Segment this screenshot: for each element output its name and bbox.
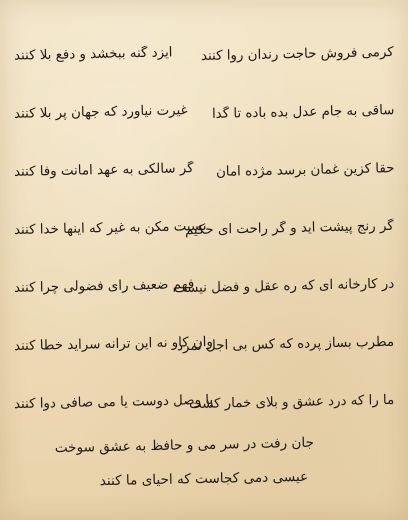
couplet-4 — [14, 200, 394, 258]
final-couplet — [14, 434, 394, 489]
final-line-2: عیسی دمی کجاست که احیای ما کنند — [99, 468, 309, 489]
hemistich-3-right: حقا کزین غمان برسد مژده امان — [215, 161, 395, 181]
hemistich-2-left: غیرت نیاورد که جهان پر بلا کنند — [13, 103, 188, 123]
couplet-2 — [14, 84, 394, 142]
hemistich-7-right: ما را که درد عشق و بلای خمار کشت — [188, 393, 395, 413]
hemistich-4-left: نسبت مکن به غیر که اینها خدا کنند — [13, 219, 207, 239]
hemistich-6-right: مطرب بساز پرده که کس بی اجل نمرد — [176, 335, 395, 355]
poem-text — [0, 26, 408, 504]
hemistich-1-left: ایزد گنه ببخشد و دفع بلا کنند — [13, 45, 173, 64]
hemistich-6-left: وآن کاو نه این ترانه سراید خطا کنند — [13, 335, 214, 355]
hemistich-7-left: یا وصل دوست یا می صافی دوا کنند — [13, 393, 214, 413]
couplet-3 — [14, 142, 394, 200]
hemistich-5-right: در کارخانه ای که ره عقل و فضل نیست — [173, 276, 395, 297]
hemistich-3-left: گر سالکی به عهد امانت وفا کنند — [13, 161, 194, 181]
couplet-5 — [14, 258, 394, 316]
hemistich-5-left: فهم ضعیف رای فضولی چرا کنند — [13, 277, 195, 297]
couplet-7 — [14, 374, 394, 432]
hemistich-2-right: ساقی به جام عدل بده باده تا گدا — [211, 103, 395, 123]
couplet-6 — [14, 316, 394, 374]
final-line-1: جان رفت در سر می و حافظ به عشق سوخت — [54, 434, 315, 457]
hemistich-4-right: گر رنج پیشت آید و گر راحت ای حکیم — [185, 219, 395, 239]
hemistich-1-right: کرمی فروش حاجت رندان روا کنند — [201, 45, 395, 65]
couplet-1 — [14, 26, 394, 84]
